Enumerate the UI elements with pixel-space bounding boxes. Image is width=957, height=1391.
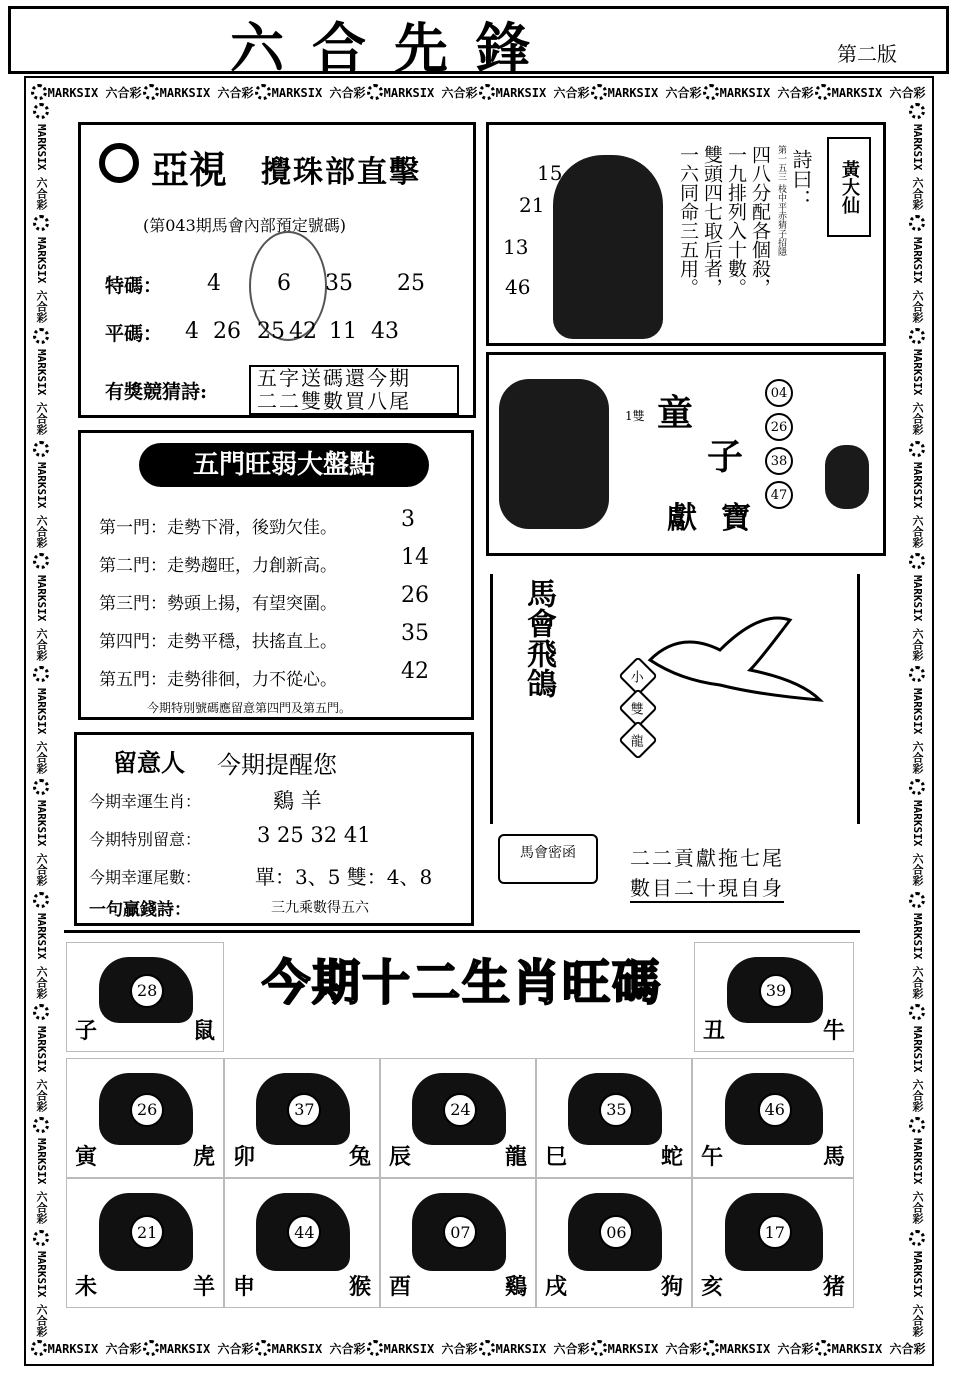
zodiac-animal-label: 牛	[822, 1018, 845, 1044]
asia-logo-icon	[99, 143, 139, 183]
zodiac-label: 今期幸運生肖：	[89, 792, 202, 811]
zodiac-branch-label: 寅	[75, 1144, 98, 1170]
zodiac-cell	[536, 1178, 692, 1308]
flower-icon	[33, 103, 49, 119]
marksix-label: MARKSIX 六合彩	[495, 1341, 590, 1356]
marksix-label: MARKSIX 六合彩	[911, 574, 924, 661]
marksix-label: MARKSIX 六合彩	[607, 85, 702, 100]
gate-row-number: 3	[401, 507, 415, 532]
immortal-num-1: 15	[537, 161, 563, 185]
flower-icon	[479, 84, 495, 100]
pigeon-tag-3	[618, 720, 658, 760]
asia-brand: 亞視	[151, 148, 228, 192]
normal-value-6: 43	[371, 319, 399, 344]
border-strip-right	[906, 100, 928, 1340]
special-attention-value: 3 25 32 41	[257, 823, 371, 847]
special-value-2: 6	[277, 271, 291, 296]
zodiac-animal-label: 虎	[192, 1144, 215, 1170]
zodiac-number: 44	[287, 1215, 321, 1249]
marksix-label: MARKSIX 六合彩	[911, 1025, 924, 1112]
flower-icon	[33, 779, 49, 795]
flower-icon	[143, 1340, 159, 1356]
zodiac-branch-label: 酉	[389, 1274, 412, 1300]
flower-icon	[591, 84, 607, 100]
marksix-label: MARKSIX 六合彩	[911, 800, 924, 887]
flower-icon	[909, 1117, 925, 1133]
flower-icon	[33, 328, 49, 344]
gate-row-label: 第二門：走勢趨旺，力創新高。	[99, 556, 337, 576]
flower-icon	[909, 1230, 925, 1246]
zodiac-animal-label: 狗	[660, 1274, 683, 1300]
zodiac-number: 17	[758, 1215, 792, 1249]
flower-icon	[255, 1340, 271, 1356]
special-label: 特碼：	[105, 275, 163, 297]
zodiac-animal-label: 兔	[348, 1144, 371, 1170]
zodiac-animal-label: 鼠	[192, 1018, 215, 1044]
flower-icon	[703, 1340, 719, 1356]
marksix-label: MARKSIX 六合彩	[495, 85, 590, 100]
zodiac-number: 35	[599, 1093, 633, 1127]
zodiac-number: 06	[599, 1215, 633, 1249]
zodiac-cell	[66, 1178, 224, 1308]
flower-icon	[33, 553, 49, 569]
poem-value: 三九乘數得五六	[271, 900, 369, 916]
flower-icon	[909, 441, 925, 457]
zodiac-animal-label: 鷄	[504, 1274, 527, 1300]
zodiac-branch-label: 亥	[701, 1274, 724, 1300]
pigeon-line-1: 二二貢獻拖七尾	[630, 846, 784, 870]
marksix-label: MARKSIX 六合彩	[35, 349, 48, 436]
marksix-label: MARKSIX 六合彩	[831, 85, 926, 100]
special-value-4: 25	[397, 271, 425, 296]
marksix-label: MARKSIX 六合彩	[719, 1341, 814, 1356]
asia-heading: 攪珠部直擊	[261, 155, 421, 190]
marksix-label: MARKSIX 六合彩	[383, 85, 478, 100]
flower-icon	[367, 1340, 383, 1356]
pigeon-tag-1-label: 小	[631, 670, 645, 686]
asia-tv-box	[78, 122, 476, 418]
zodiac-animal-label: 龍	[504, 1144, 527, 1170]
gate-row-label: 第三門：勢頭上揚，有望突圍。	[99, 594, 337, 614]
special-value-3: 35	[325, 271, 353, 296]
flower-icon	[909, 666, 925, 682]
immortal-poem-col-2: 一九排列入十數。	[725, 145, 747, 297]
boy-title-3: 獻	[667, 501, 697, 536]
zodiac-cell	[692, 1178, 854, 1308]
boy-num-4: 47	[765, 481, 793, 509]
immortal-name: 黃大仙	[827, 137, 871, 237]
zodiac-cell	[380, 1178, 536, 1308]
marksix-label: MARKSIX 六合彩	[831, 1341, 926, 1356]
zodiac-animal-label: 蛇	[660, 1144, 683, 1170]
gate-row-label: 第一門：走勢下滑，後勁欠佳。	[99, 518, 337, 538]
gate-row-label: 第四門：走勢平穩，扶搖直上。	[99, 632, 337, 652]
flower-icon	[909, 328, 925, 344]
zodiac-number: 21	[130, 1215, 164, 1249]
flower-icon	[909, 215, 925, 231]
marksix-label: MARKSIX 六合彩	[271, 1341, 366, 1356]
boy-small-label: 1雙	[625, 409, 645, 423]
zodiac-cell	[66, 942, 224, 1052]
immortal-poem-title: 詩曰：	[789, 149, 813, 209]
flower-icon	[33, 1117, 49, 1133]
pigeon-line-2: 數目二十現自身	[630, 872, 784, 903]
zodiac-animal-label: 猴	[348, 1274, 371, 1300]
marksix-label: MARKSIX 六合彩	[911, 1138, 924, 1225]
zodiac-branch-label: 卯	[233, 1144, 256, 1170]
boy-title-2: 子	[707, 436, 744, 478]
zodiac-number: 24	[443, 1093, 477, 1127]
immortal-note: 第一五三 枝中平赤猜子招隱	[776, 145, 786, 256]
marksix-label: MARKSIX 六合彩	[159, 85, 254, 100]
panda-icon	[825, 445, 869, 509]
normal-value-4: 42	[289, 319, 317, 344]
normal-value-1: 4	[185, 319, 199, 344]
zodiac-cell	[224, 1178, 380, 1308]
marksix-label: MARKSIX 六合彩	[35, 236, 48, 323]
pigeon-tag-3-label: 龍	[631, 734, 645, 750]
boy-num-3: 38	[765, 447, 793, 475]
boy-title-4: 寶	[721, 501, 751, 536]
marksix-label: MARKSIX 六合彩	[911, 912, 924, 999]
zodiac-branch-label: 子	[75, 1018, 98, 1044]
pigeon-tag-2-label: 雙	[631, 702, 645, 718]
border-strip-top	[30, 80, 926, 104]
flower-icon	[255, 84, 271, 100]
zodiac-branch-label: 午	[701, 1144, 724, 1170]
contest-label: 有獎競猜詩:	[105, 381, 208, 403]
zodiac-number: 37	[287, 1093, 321, 1127]
flower-icon	[909, 892, 925, 908]
boy-number-list	[765, 379, 793, 509]
gate-row-number: 26	[401, 583, 429, 608]
normal-label: 平碼：	[105, 323, 163, 345]
gate-row-number: 14	[401, 545, 429, 570]
zodiac-animal-label: 馬	[822, 1144, 845, 1170]
tail-label: 今期幸運尾數：	[89, 868, 202, 887]
marksix-label: MARKSIX 六合彩	[911, 687, 924, 774]
immortal-figure-icon	[553, 155, 663, 339]
five-gates-box	[78, 430, 474, 720]
marksix-label: MARKSIX 六合彩	[911, 349, 924, 436]
special-attention-label: 今期特別留意：	[89, 830, 202, 849]
zodiac-branch-label: 辰	[389, 1144, 412, 1170]
normal-value-3: 25	[257, 319, 285, 344]
marksix-label: MARKSIX 六合彩	[35, 1025, 48, 1112]
pigeon-icon	[640, 600, 830, 710]
zodiac-branch-label: 戌	[545, 1274, 568, 1300]
boy-num-1: 04	[765, 379, 793, 407]
asia-subtitle: (第043期馬會內部預定號碼)	[143, 216, 347, 235]
marksix-label: MARKSIX 六合彩	[35, 1138, 48, 1225]
flower-icon	[815, 1340, 831, 1356]
marksix-label: MARKSIX 六合彩	[911, 124, 924, 211]
zodiac-branch-label: 申	[233, 1274, 256, 1300]
border-strip-left	[30, 100, 52, 1340]
zodiac-cell	[694, 942, 854, 1052]
flower-icon	[367, 84, 383, 100]
marksix-label: MARKSIX 六合彩	[35, 124, 48, 211]
marksix-label: MARKSIX 六合彩	[35, 1251, 48, 1338]
flower-icon	[33, 215, 49, 231]
zodiac-cell	[66, 1058, 224, 1178]
marksix-label: MARKSIX 六合彩	[911, 236, 924, 323]
zodiac-banner: 今期十二生肖旺碼	[262, 955, 663, 1011]
flower-icon	[479, 1340, 495, 1356]
pigeon-title: 馬會飛鴿	[521, 578, 556, 698]
immortal-poem-col-1: 四八分配各個殺，	[749, 145, 771, 297]
flower-icon	[909, 103, 925, 119]
special-value-1: 4	[207, 271, 221, 296]
flower-icon	[33, 441, 49, 457]
boy-treasure-box	[486, 352, 886, 556]
normal-value-2: 26	[213, 319, 241, 344]
flower-icon	[909, 779, 925, 795]
flower-icon	[909, 1004, 925, 1020]
marksix-label: MARKSIX 六合彩	[35, 912, 48, 999]
envelope-label: 馬會密函	[520, 845, 576, 861]
flower-icon	[33, 892, 49, 908]
zodiac-number: 46	[758, 1093, 792, 1127]
zodiac-branch-label: 巳	[545, 1144, 568, 1170]
zodiac-value: 鷄 羊	[273, 789, 322, 813]
boy-num-2: 26	[765, 413, 793, 441]
zodiac-number: 26	[130, 1093, 164, 1127]
immortal-num-4: 46	[505, 275, 531, 299]
marksix-label: MARKSIX 六合彩	[911, 1251, 924, 1338]
marksix-label: MARKSIX 六合彩	[35, 687, 48, 774]
poem-line-1: 五字送碼還今期	[257, 366, 411, 390]
flower-icon	[703, 84, 719, 100]
envelope-icon	[498, 834, 598, 884]
flower-icon	[33, 666, 49, 682]
children-figure-icon	[499, 379, 609, 529]
immortal-num-3: 13	[503, 235, 529, 259]
zodiac-branch-label: 未	[75, 1274, 98, 1300]
five-gates-banner: 五門旺弱大盤點	[139, 443, 429, 487]
normal-value-5: 11	[329, 319, 357, 344]
immortal-box	[486, 122, 886, 346]
flower-icon	[815, 84, 831, 100]
marksix-label: MARKSIX 六合彩	[607, 1341, 702, 1356]
zodiac-cell	[536, 1058, 692, 1178]
flower-icon	[31, 84, 47, 100]
flower-icon	[143, 84, 159, 100]
flower-icon	[33, 1004, 49, 1020]
zodiac-animal-label: 猪	[822, 1274, 845, 1300]
immortal-num-2: 21	[519, 193, 545, 217]
marksix-label: MARKSIX 六合彩	[35, 574, 48, 661]
zodiac-number: 07	[443, 1215, 477, 1249]
edition-label: 第二版	[837, 42, 897, 66]
marksix-label: MARKSIX 六合彩	[47, 85, 142, 100]
marksix-label: MARKSIX 六合彩	[159, 1341, 254, 1356]
immortal-poem-col-3: 雙頭四七取后者，	[701, 145, 723, 297]
zodiac-animal-label: 羊	[192, 1274, 215, 1300]
marksix-label: MARKSIX 六合彩	[35, 462, 48, 549]
zodiac-cell	[692, 1058, 854, 1178]
reminder-brand: 留意人	[113, 748, 185, 777]
boy-title-1: 童	[657, 392, 694, 434]
border-strip-bottom	[30, 1336, 926, 1360]
flower-icon	[591, 1340, 607, 1356]
pigeon-tags	[624, 662, 652, 754]
zodiac-number: 28	[130, 974, 164, 1008]
reminder-heading: 今期提醒您	[217, 751, 337, 779]
five-gates-note: 今期特別號碼應留意第四門及第五門。	[147, 701, 352, 715]
marksix-label: MARKSIX 六合彩	[271, 85, 366, 100]
gate-row-number: 35	[401, 621, 429, 646]
tail-value: 單：3、5 雙：4、8	[255, 865, 433, 889]
page-title: 六合先鋒	[230, 17, 558, 80]
zodiac-branch-label: 丑	[703, 1018, 726, 1044]
marksix-label: MARKSIX 六合彩	[47, 1341, 142, 1356]
flower-icon	[33, 1230, 49, 1246]
flower-icon	[31, 1340, 47, 1356]
contest-poem	[249, 365, 459, 415]
zodiac-number: 39	[759, 974, 793, 1008]
flower-icon	[909, 553, 925, 569]
poem-label: 一句贏錢詩：	[89, 900, 191, 920]
zodiac-cell	[224, 1058, 380, 1178]
immortal-poem-col-4: 一六同命三五用。	[677, 145, 699, 297]
marksix-label: MARKSIX 六合彩	[911, 462, 924, 549]
reminder-box	[74, 732, 474, 926]
marksix-label: MARKSIX 六合彩	[35, 800, 48, 887]
gate-row-label: 第五門：走勢徘徊，力不從心。	[99, 670, 337, 690]
poem-line-2: 二二雙數買八尾	[257, 389, 411, 413]
marksix-label: MARKSIX 六合彩	[719, 85, 814, 100]
zodiac-cell	[380, 1058, 536, 1178]
marksix-label: MARKSIX 六合彩	[383, 1341, 478, 1356]
gate-row-number: 42	[401, 659, 429, 684]
